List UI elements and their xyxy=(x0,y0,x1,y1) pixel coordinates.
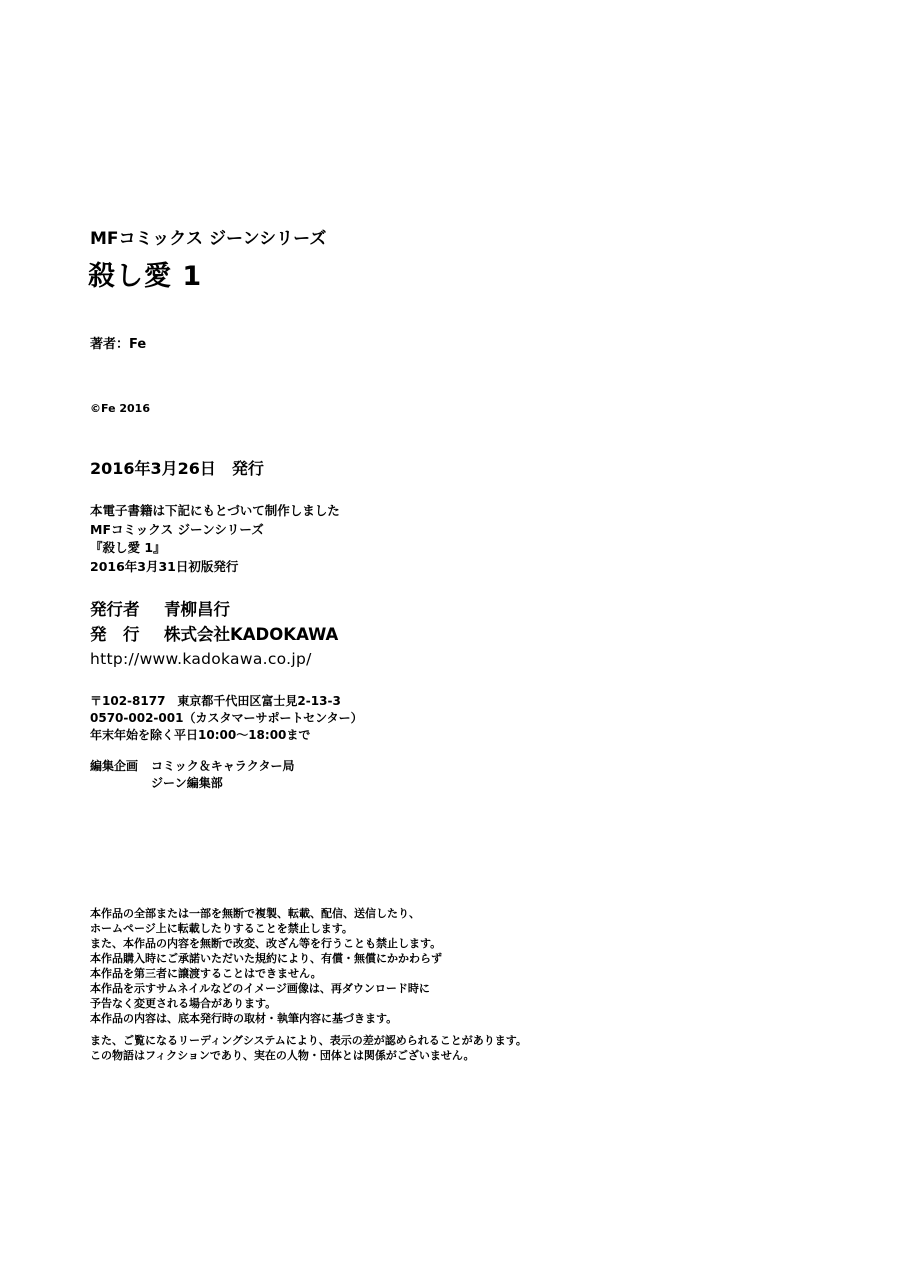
author-line: 著者：Fe xyxy=(90,337,147,352)
notice-line: 本作品購入時にご承諾いただいた規約により、有償・無償にかかわらず xyxy=(90,952,442,965)
editorial-sub-dept: ジーン編集部 xyxy=(151,776,223,790)
issuer-label: 発行者 xyxy=(90,600,140,619)
legal-notice-block xyxy=(90,906,527,1063)
address-line: 〒102-8177 東京都千代田区富士見2-13-3 xyxy=(90,694,341,708)
print-basis-line: 2016年3月31日初版発行 xyxy=(90,558,239,574)
notice-line: 本作品を第三者に譲渡することはできません。 xyxy=(90,967,322,980)
copyright-notice: ©Fe 2016 xyxy=(90,402,150,415)
editorial-row xyxy=(90,758,295,775)
issuer-name: 青柳昌行 xyxy=(164,600,230,619)
notice-line: 本作品を示すサムネイルなどのイメージ画像は、再ダウンロード時に xyxy=(90,982,430,995)
publication-date: 2016年3月26日 発行 xyxy=(90,459,264,478)
editorial-dept: コミック＆キャラクター局 xyxy=(151,759,295,773)
address-block xyxy=(90,693,363,744)
notice-line: 本作品の全部または一部を無断で複製、転載、配信、送信したり、 xyxy=(90,907,420,920)
print-basis-line: 本電子書籍は下記にもとづいて制作しました xyxy=(90,503,340,518)
address-line: 年末年始を除く平日10:00～18:00まで xyxy=(90,728,311,742)
notice-line: 予告なく変更される場合があります。 xyxy=(90,997,277,1010)
address-line: 0570-002-001（カスタマーサポートセンター） xyxy=(90,711,363,725)
notice-line: ホームページ上に転載したりすることを禁止します。 xyxy=(90,922,353,935)
print-basis-line: 『殺し愛 1』 xyxy=(90,540,166,555)
issuer-row xyxy=(90,597,338,622)
publisher-block xyxy=(90,597,338,672)
print-basis-block xyxy=(90,502,340,576)
editorial-label: 編集企画 xyxy=(90,759,139,773)
notice-line: また、本作品の内容を無断で改変、改ざん等を行うことも禁止します。 xyxy=(90,937,442,950)
notice-spacer xyxy=(90,1026,527,1033)
print-basis-line: MFコミックス ジーンシリーズ xyxy=(90,521,264,537)
publisher-url[interactable]: http://www.kadokawa.co.jp/ xyxy=(90,650,312,668)
notice-line: また、ご覧になるリーディングシステムにより、表示の差が認められることがあります。 xyxy=(90,1034,527,1047)
editorial-block xyxy=(90,758,295,792)
editorial-subrow xyxy=(90,775,295,792)
book-title: 殺し愛 1 xyxy=(88,261,203,292)
series-name: MFコミックス ジーンシリーズ xyxy=(90,229,327,249)
notice-line: この物語はフィクションであり、実在の人物・団体とは関係がございません。 xyxy=(90,1049,475,1062)
publisher-label: 発 行 xyxy=(90,625,140,644)
notice-line: 本作品の内容は、底本発行時の取材・執筆内容に基づきます。 xyxy=(90,1012,398,1025)
publisher-row xyxy=(90,622,338,647)
publisher-name: 株式会社KADOKAWA xyxy=(164,625,339,644)
